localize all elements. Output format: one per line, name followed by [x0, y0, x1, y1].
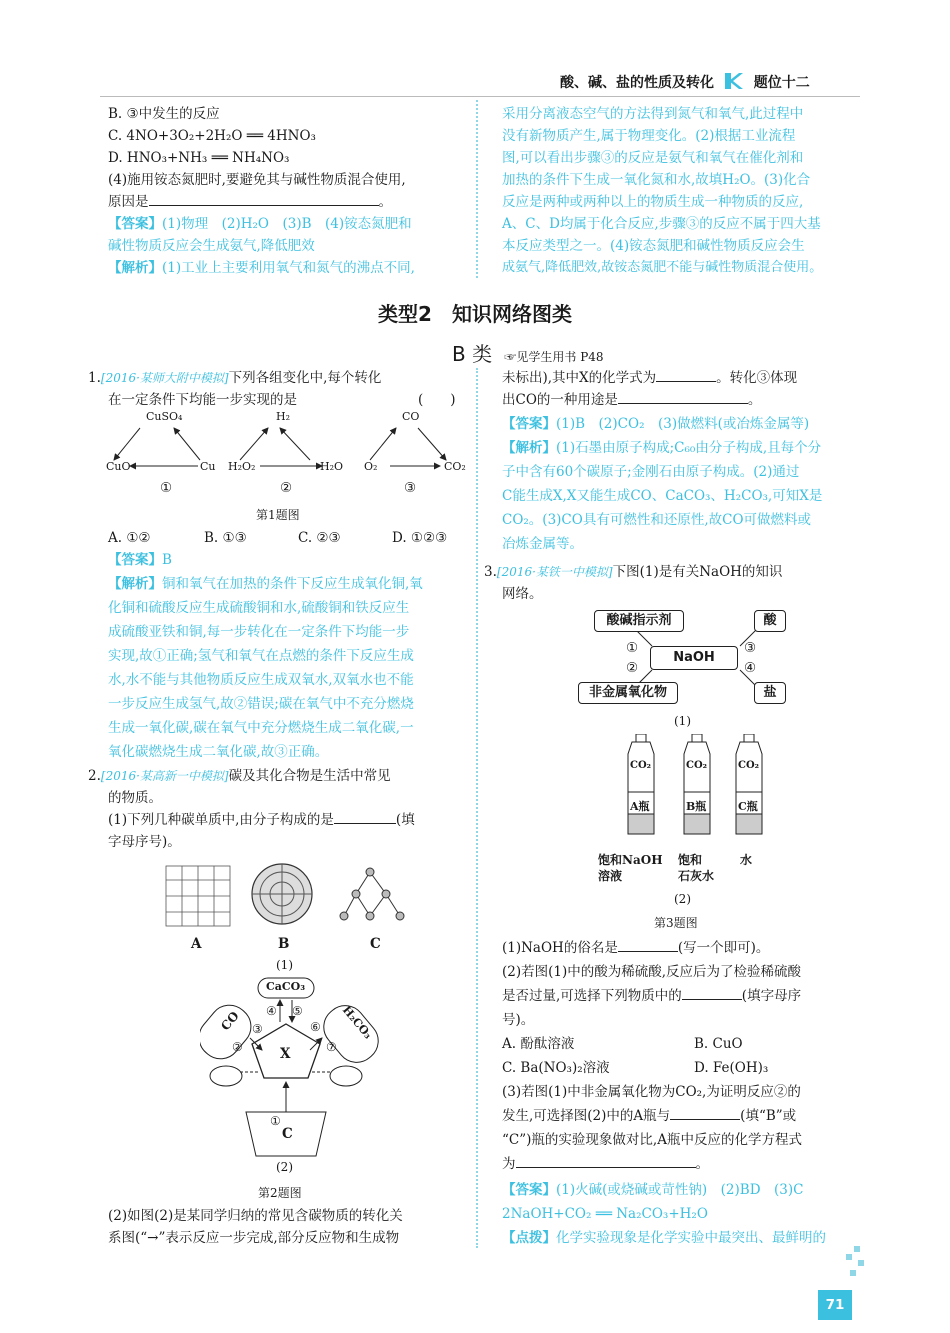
- explanation-line: 没有新物质产生,属于物理变化。(2)根据工业流程: [502, 128, 796, 144]
- explanation-line: 采用分离液态空气的方法得到氮气和氧气,此过程中: [502, 106, 804, 122]
- q3-stem: 3.[2016·某铁一中模拟]下图(1)是有关NaOH的知识: [484, 564, 783, 580]
- d3-right: CO₂: [444, 460, 466, 473]
- column-divider: [476, 368, 478, 1248]
- q1-explanation-line: 一步反应生成氢气,故②错误;碳在氧气中不充分燃烧: [108, 696, 414, 712]
- q3-caption: 第3题图: [654, 916, 698, 930]
- d1-right: Cu: [200, 460, 216, 473]
- node-acid: 酸: [754, 610, 786, 632]
- reaction-3: ③: [744, 640, 757, 656]
- answer-block: 【答案】(1)物理 (2)H₂O (3)B (4)铵态氮肥和: [108, 216, 412, 232]
- q1-option-b: B. ①③: [204, 530, 247, 546]
- reaction-2: ②: [626, 660, 639, 676]
- arrow-label-5: ⑤: [292, 1004, 303, 1018]
- q1-option-d: D. ①②③: [392, 530, 448, 546]
- explanation-line: 成氨气,降低肥效,故铵态氮肥不能与碱性物质混合使用。: [502, 260, 823, 275]
- explanation-line: 反应是两种或两种以上的物质生成一种物质的反应,: [502, 194, 804, 210]
- img-label-c: C: [370, 936, 381, 952]
- option-c: C. 4NO+3O₂+2H₂O ══ 4HNO₃: [108, 128, 316, 144]
- bottles-figure: [622, 734, 782, 840]
- q2-explanation-line: 子中含有60个碳原子;金刚石由原子构成。(2)通过: [502, 464, 800, 480]
- q1-explanation-line: 氧化碳燃烧生成二氧化碳,故③正确。: [108, 744, 329, 760]
- diamond-structure: [340, 868, 404, 920]
- d3-top: CO: [402, 410, 420, 423]
- q3-fig1-caption: (1): [674, 714, 691, 728]
- option-b: B. ③中发生的反应: [108, 106, 220, 122]
- node-salt: 盐: [754, 682, 786, 704]
- q3-part3-cont-2: “C”)瓶的实验现象做对比,A瓶中反应的化学方程式: [502, 1132, 802, 1148]
- q1-option-a: A. ①②: [108, 530, 151, 546]
- bottle-b-liquid: 饱和 石灰水: [678, 853, 715, 883]
- q2-explanation: 【解析】(1)石墨由原子构成;C₆₀由分子构成,且每个分: [502, 440, 822, 456]
- arrow-label-4: ④: [266, 1004, 277, 1018]
- node-h2co3: H₂CO₃: [339, 1003, 375, 1042]
- q1-answer: 【答案】B: [108, 552, 172, 568]
- q2-part2: (2)如图(2)是某同学归纳的常见含碳物质的转化关: [108, 1208, 403, 1224]
- q3-part2-cont-2: 号)。: [502, 1012, 535, 1028]
- d1-left: CuO: [106, 460, 131, 473]
- node-naoh: NaOH: [650, 646, 738, 670]
- d1-label: ①: [160, 480, 173, 496]
- option-d: D. HNO₃+NH₃ ══ NH₄NO₃: [108, 150, 290, 166]
- q2-part2-cont-2: 未标出),其中X的化学式为 。转化③体现: [502, 370, 798, 386]
- header-title: 酸、碱、盐的性质及转化: [560, 75, 714, 91]
- explanation-block: 【解析】(1)工业上主要利用氧气和氮气的沸点不同,: [108, 260, 415, 276]
- q3-part2-cont: 是否过量,可选择下列物质中的 (填字母序: [502, 988, 802, 1004]
- explanation-line: A、C、D均属于化合反应,步骤③的反应不属于四大基: [502, 216, 821, 232]
- explanation-line: 图,可以看出步骤③的反应是氨气和氧气在催化剂和: [502, 150, 804, 166]
- bottle-c-gas: CO₂: [738, 760, 760, 771]
- section-title: 类型2 知识网络图类: [378, 302, 572, 326]
- q1-explanation-line: 成硫酸亚铁和铜,每一步转化在一定条件下均能一步: [108, 624, 410, 640]
- q3-part3-cont-3: 为 。: [502, 1156, 709, 1172]
- explanation-line: 本反应类型之一。(4)铵态氮肥和碱性物质反应会生: [502, 238, 805, 254]
- q3-option-b: B. CuO: [694, 1036, 743, 1052]
- header-rule: [100, 96, 860, 97]
- node-co: CO: [218, 1008, 242, 1034]
- q3-answer: 【答案】(1)火碱(或烧碱或苛性钠) (2)BD (3)C: [502, 1182, 804, 1198]
- q3-part1: (1)NaOH的俗名是 (写一个即可)。: [502, 940, 770, 956]
- q2-part1-cont: 字母序号)。: [108, 834, 181, 850]
- node-nonmetal-oxide: 非金属氧化物: [578, 682, 678, 704]
- q2-fig2-caption: (2): [276, 1160, 293, 1174]
- running-header: [560, 72, 810, 92]
- node-x: X: [280, 1046, 291, 1062]
- q3-fig2-caption: (2): [674, 892, 691, 906]
- q3-part3: (3)若图(1)中非金属氧化物为CO₂,为证明反应②的: [502, 1084, 801, 1100]
- arrow-label-1: ①: [270, 1114, 281, 1128]
- node-caco3: CaCO₃: [266, 980, 306, 993]
- arrow-label-3: ③: [252, 1022, 263, 1036]
- bottle-a-liquid: 饱和NaOH 溶液: [598, 853, 663, 883]
- d3-left: O₂: [364, 460, 378, 473]
- carbon-structures: [160, 858, 420, 938]
- q2-explanation-line: CO₂。(3)CO具有可燃性和还原性,故CO可做燃料或: [502, 512, 812, 528]
- arrow-label-7: ⑦: [326, 1040, 337, 1054]
- q2-answer: 【答案】(1)B (2)CO₂ (3)做燃料(或冶炼金属等): [502, 416, 810, 432]
- diagram-3: [370, 428, 446, 466]
- bottle-c-liquid: 水: [740, 853, 753, 867]
- node-indicator: 酸碱指示剂: [594, 610, 684, 632]
- bottle-b-gas: CO₂: [686, 760, 708, 771]
- d3-label: ③: [404, 480, 417, 496]
- page-number: 71: [818, 1290, 852, 1320]
- q1-explanation-line: 生成一氧化碳,碳在氧气中充分燃烧生成二氧化碳,一: [108, 720, 414, 736]
- reaction-4: ④: [744, 660, 757, 676]
- q1-explanation-line: 化铜和硫酸反应生成硫酸铜和水,硫酸铜和铁反应生: [108, 600, 410, 616]
- answer-line-2: 碱性物质反应会生成氨气,降低肥效: [108, 238, 315, 254]
- header-section: 题位十二: [753, 75, 810, 91]
- d2-right: H₂O: [320, 460, 344, 473]
- explanation-line: 加热的条件下生成一氧化氮和水,故填H₂O。(3)化合: [502, 172, 811, 188]
- book-reference: ☞见学生用书 P48: [504, 350, 604, 364]
- d2-label: ②: [280, 480, 293, 496]
- subsection-title: B 类 ☞见学生用书 P48: [452, 342, 604, 366]
- q2-part2-cont: 系图(“→”表示反应一步完成,部分反应物和生成物: [108, 1230, 400, 1246]
- q3-stem-2: 网络。: [502, 586, 543, 602]
- q1-explanation-line: 水,水不能与其他物质反应生成双氧水,双氧水也不能: [108, 672, 414, 688]
- bottle-b: [684, 734, 710, 834]
- question-4: (4)施用铵态氮肥时,要避免其与碱性物质混合使用,: [108, 172, 406, 188]
- q1-stem: 1.[2016·某师大附中模拟]下列各组变化中,每个转化: [88, 370, 382, 386]
- img-label-b: B: [278, 936, 290, 952]
- q1-explanation-line: 实现,故①正确;氢气和氧气在点燃的条件下反应生成: [108, 648, 414, 664]
- reaction-1: ①: [626, 640, 639, 656]
- bottle-c: [736, 734, 762, 834]
- column-divider: [476, 100, 478, 278]
- q2-stem-2: 的物质。: [108, 790, 162, 806]
- q3-option-c: C. Ba(NO₃)₂溶液: [502, 1060, 610, 1076]
- img-label-a: A: [191, 936, 202, 952]
- c60-structure: [252, 864, 312, 924]
- header-logo-icon: [723, 73, 745, 89]
- bottle-a: [628, 734, 654, 834]
- bottle-c-name: C瓶: [738, 800, 758, 813]
- q2-part1: (1)下列几种碳单质中,由分子构成的是 (填: [108, 812, 415, 828]
- bottle-b-name: B瓶: [686, 800, 707, 813]
- graphite-structure: [166, 866, 230, 926]
- d1-top: CuSO₄: [146, 410, 183, 423]
- q3-tip: 【点拨】化学实验现象是化学实验中最突出、最鲜明的: [502, 1230, 826, 1246]
- q2-part2-cont-3: 出CO的一种用途是 。: [502, 392, 762, 408]
- q2-fig1-caption: (1): [276, 958, 293, 972]
- q1-caption: 第1题图: [256, 508, 300, 522]
- bottle-a-gas: CO₂: [630, 760, 652, 771]
- q3-part3-cont: 发生,可选择图(2)中的A瓶与 (填“B”或: [502, 1108, 797, 1124]
- q1-option-c: C. ②③: [298, 530, 341, 546]
- d2-left: H₂O₂: [228, 460, 256, 473]
- q3-answer-equation: 2NaOH+CO₂ ══ Na₂CO₃+H₂O: [502, 1206, 708, 1222]
- q3-part2: (2)若图(1)中的酸为稀硫酸,反应后为了检验稀硫酸: [502, 964, 802, 980]
- q3-option-d: D. Fe(OH)₃: [694, 1060, 769, 1076]
- q1-stem-2: 在一定条件下均能一步实现的是 ( ): [108, 392, 456, 408]
- d2-top: H₂: [276, 410, 291, 423]
- q2-explanation-line: 冶炼金属等。: [502, 536, 583, 552]
- q2-caption: 第2题图: [258, 1186, 302, 1200]
- node-c: C: [282, 1126, 293, 1142]
- q3-option-a: A. 酚酞溶液: [502, 1036, 575, 1052]
- q2-stem: 2.[2016·某高新一中模拟]碳及其化合物是生活中常见: [88, 768, 391, 784]
- bottle-a-name: A瓶: [630, 800, 650, 813]
- arrow-label-6: ⑥: [310, 1020, 321, 1034]
- answer-paren: ( ): [418, 392, 456, 408]
- q2-explanation-line: C能生成X,X又能生成CO、CaCO₃、H₂CO₃,可知X是: [502, 488, 823, 504]
- question-4-answer-line: 原因是 。: [108, 194, 392, 210]
- arrow-label-2: ②: [232, 1040, 243, 1054]
- q1-explanation: 【解析】铜和氧气在加热的条件下反应生成氧化铜,氧: [108, 576, 423, 592]
- decorative-squares: [840, 1246, 870, 1286]
